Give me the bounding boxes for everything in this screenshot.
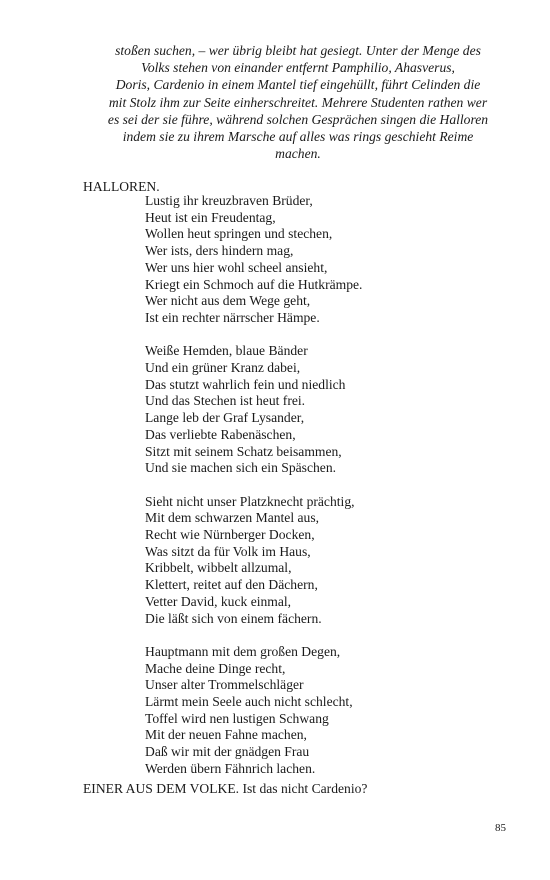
verse-line: Mache deine Dinge recht, bbox=[145, 660, 286, 676]
verse-line: Daß wir mit der gnädgen Frau bbox=[145, 744, 310, 760]
stage-direction-line: Doris, Cardenio in einem Mantel tief eingehüllt, führt Celinden die bbox=[115, 77, 481, 93]
verse-line: Toffel wird nen lustigen Schwang bbox=[145, 710, 329, 726]
stanza-break bbox=[145, 327, 362, 344]
verse-line: Und sie machen sich ein Späschen. bbox=[145, 460, 337, 476]
verse-line: Lange leb der Graf Lysander, bbox=[145, 410, 305, 426]
final-dialogue-line: EINER AUS DEM VOLKE. Ist das nicht Cardenio? bbox=[83, 781, 368, 796]
verse-line: Ist ein rechter närrscher Hämpe. bbox=[145, 309, 320, 325]
stage-direction-line: machen. bbox=[275, 146, 321, 162]
verse-line: Die läßt sich von einem fächern. bbox=[145, 610, 322, 626]
verse-line: Hauptmann mit dem großen Degen, bbox=[145, 643, 341, 659]
song-verse bbox=[145, 193, 362, 778]
verse-line: Werden übern Fähnrich lachen. bbox=[145, 760, 316, 776]
verse-line: Und das Stechen ist heut frei. bbox=[145, 393, 306, 409]
verse-line: Wer uns hier wohl scheel ansieht, bbox=[145, 259, 328, 275]
verse-line: Das stutzt wahrlich fein und niedlich bbox=[145, 376, 346, 392]
verse-line: Wollen heut springen und stechen, bbox=[145, 226, 333, 242]
verse-line: Heut ist ein Freudentag, bbox=[145, 209, 276, 225]
verse-line: Und ein grüner Kranz dabei, bbox=[145, 360, 301, 376]
stanza-break bbox=[145, 627, 362, 644]
speaker-name: HALLOREN. bbox=[83, 179, 160, 194]
verse-line: Wer nicht aus dem Wege geht, bbox=[145, 293, 311, 309]
verse-line: Das verliebte Rabenäschen, bbox=[145, 426, 296, 442]
stage-direction-line: stoßen suchen, – wer übrig bleibt hat gesiegt. Unter der Menge des bbox=[115, 43, 481, 58]
stage-direction-line: es sei der sie führe, während solchen Gesprächen singen die Halloren bbox=[107, 111, 489, 127]
verse-line: Kriegt ein Schmoch auf die Hutkrämpe. bbox=[145, 276, 363, 292]
verse-line: Sitzt mit seinem Schatz beisammen, bbox=[145, 443, 342, 459]
stanza-break bbox=[145, 477, 362, 494]
verse-line: Mit der neuen Fahne machen, bbox=[145, 727, 307, 743]
verse-line: Kribbelt, wibbelt allzumal, bbox=[145, 560, 292, 576]
page-number: 85 bbox=[495, 822, 506, 834]
stage-direction-line: indem sie zu ihrem Marsche auf alles was rings geschieht Reime bbox=[122, 129, 474, 145]
verse-line: Lustig ihr kreuzbraven Brüder, bbox=[145, 193, 313, 208]
verse-line: Klettert, reitet auf den Dächern, bbox=[145, 577, 318, 593]
stage-direction bbox=[78, 42, 518, 162]
verse-line: Sieht nicht unser Platzknecht prächtig, bbox=[145, 493, 355, 509]
stage-direction-line: Volks stehen von einander entfernt Pamphilio, Ahasverus, bbox=[141, 60, 455, 76]
verse-line: Unser alter Trommelschläger bbox=[145, 677, 304, 693]
verse-line: Wer ists, ders hindern mag, bbox=[145, 243, 294, 259]
verse-line: Mit dem schwarzen Mantel aus, bbox=[145, 510, 320, 526]
stage-direction-line: mit Stolz ihm zur Seite einherschreitet. Mehrere Studenten rathen wer bbox=[108, 94, 488, 110]
verse-line: Was sitzt da für Volk im Haus, bbox=[145, 543, 311, 559]
verse-line: Weiße Hemden, blaue Bänder bbox=[145, 343, 308, 359]
verse-line: Lärmt mein Seele auch nicht schlecht, bbox=[145, 694, 353, 710]
verse-line: Recht wie Nürnberger Docken, bbox=[145, 527, 315, 543]
verse-line: Vetter David, kuck einmal, bbox=[145, 593, 292, 609]
